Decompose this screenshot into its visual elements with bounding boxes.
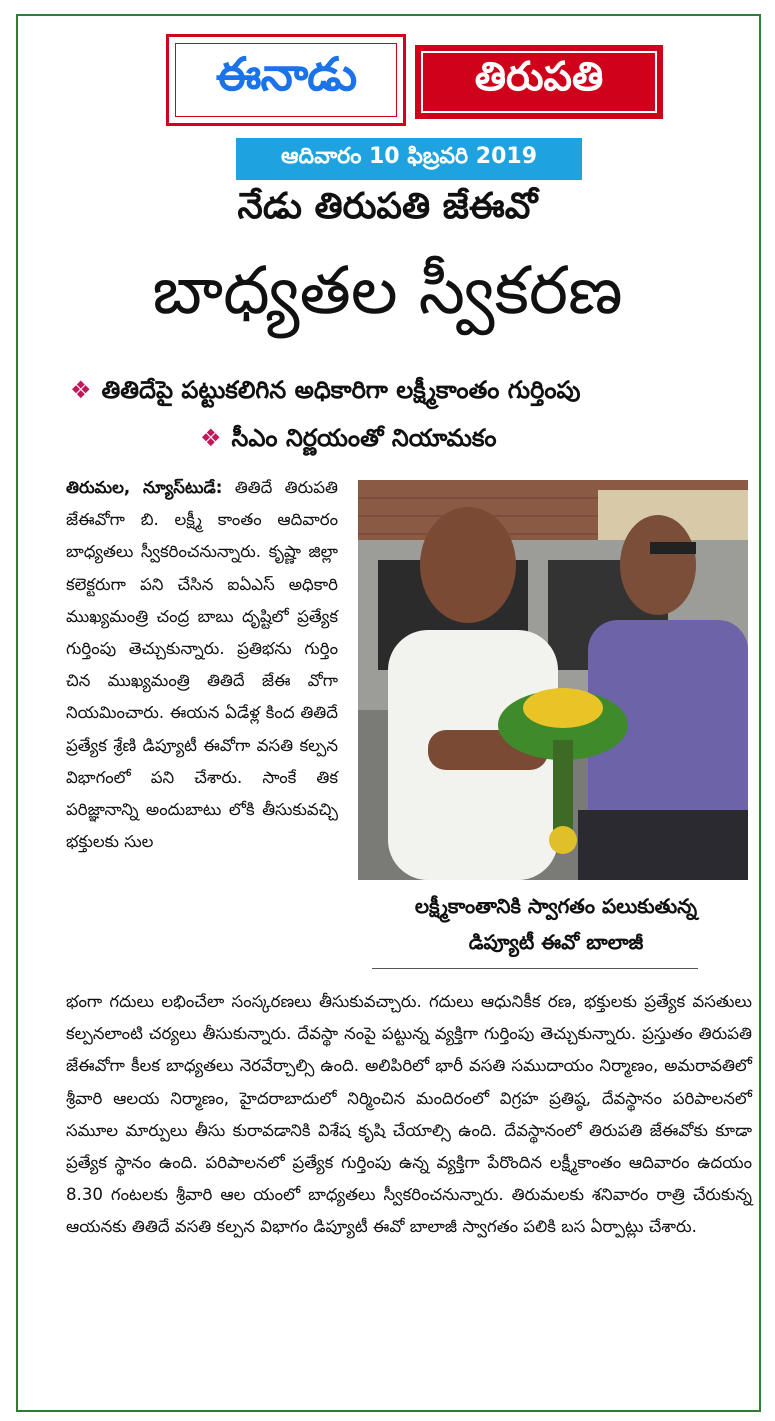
headline-kicker: నేడు తిరుపతి జేఈవో <box>237 186 538 227</box>
edition-name: తిరుపతి <box>421 51 657 113</box>
main-headline: బాధ్యతల స్వీకరణ <box>152 252 623 329</box>
caption-line-2: డిప్యూటీ ఈవో బాలాజీ <box>468 930 644 954</box>
article-wide-text: భంగా గదులు లభించేలా సంస్కరణలు తీసుకువచ్చారు. గదులు ఆధునికీక రణ, భక్తులకు ప్రత్యేక వసతులు కల్పనలాంటి చర్యలు తీసుకున్నారు. దేవస్థా నంపై పట్టున్న వ్యక్తిగా గుర్తింపు తెచ్చుకున్నారు. ప్రస్తుతం తిరుపతి జేఈవోగా కీలక బాధ్యతలు నెరవేర్చాల్సి ఉంది. అలిపిరిలో భారీ వసతి సముదాయం నిర్మాణం, అమరావతిలో శ్రీవారి ఆలయ నిర్మాణం, హైదరాబాదులో నిర్మించిన మందిరంలో విగ్రహ ప్రతిష్ఠ, దేవస్థానం పరిపాలనలో సమూల మార్పులు తీసు కురావడానికి విశేష కృషి చేయాల్సి ఉంది. దేవస్థానంలో తిరుపతి జేఈవోకు కూడా ప్రత్యేక స్థానం ఉంది. పరిపాలనలో ప్రత్యేక గుర్తింపు ఉన్న వ్యక్తిగా పేరొందిన లక్ష్మీకాంతం ఆదివారం ఉదయం 8.30 గంటలకు శ్రీవారి ఆల యంలో బాధ్యతలు స్వీకరించనున్నారు. తిరుమలకు శనివారం రాత్రి చేరుకున్న ఆయనకు తితిదే వసతి కల్పన విభాగం డిప్యూటీ ఈవో బాలాజీ స్వాగతం పలికి బస ఏర్పాట్లు చేశారు. <box>66 992 752 1237</box>
edition-banner <box>415 45 663 119</box>
paper-name: ఈనాడు <box>175 43 397 117</box>
subhead-bullet-1 <box>70 376 580 410</box>
subhead-bullet-2 <box>200 424 497 458</box>
article-column <box>66 472 338 858</box>
diamond-bullet-icon: ❖ <box>200 424 222 452</box>
diamond-bullet-icon: ❖ <box>70 376 92 404</box>
caption-divider <box>372 968 698 969</box>
caption-line-1: లక్ష్మీకాంతానికి స్వాగతం పలుకుతున్న <box>414 894 698 918</box>
photo-caption <box>366 888 746 960</box>
article-column-text: తితిదే తిరుపతి జేఈవోగా బి. లక్ష్మీ కాంతం ఆదివారం బాధ్యతలు స్వీకరించనున్నారు. కృష్ణా జిల్లా కలెక్టరుగా పని చేసిన ఐఏఎస్ అధికారి ముఖ్యమంత్రి చంద్ర బాబు దృష్టిలో ప్రత్యేక గుర్తింపు తెచ్చుకున్నారు. ప్రతిభను గుర్తిం చిన ముఖ్యమంత్రి తితిదే జేఈ వోగా నియమించారు. ఈయన ఏడేళ్ల కింద తితిదే ప్రత్యేక శ్రేణి డిప్యూటీ ఈవోగా వసతి కల్పన విభాగంలో పని చేశారు. సాంకే తిక పరిజ్ఞానాన్ని అందుబాటు లోకి తీసుకువచ్చి భక్తులకు సుల <box>66 478 338 852</box>
news-photo <box>358 480 748 880</box>
subhead-text-2: సీఎం నిర్ణయంతో నియామకం <box>231 424 497 452</box>
article-dateline: తిరుమల, న్యూస్‌టుడే: <box>66 478 223 497</box>
masthead-logo <box>166 34 406 126</box>
date-band: ఆదివారం 10 ఫిబ్రవరి 2019 <box>236 138 582 180</box>
subhead-text-1: తితిదేపై పట్టుకలిగిన అధికారిగా లక్ష్మీకాంతం గుర్తింపు <box>101 376 581 404</box>
